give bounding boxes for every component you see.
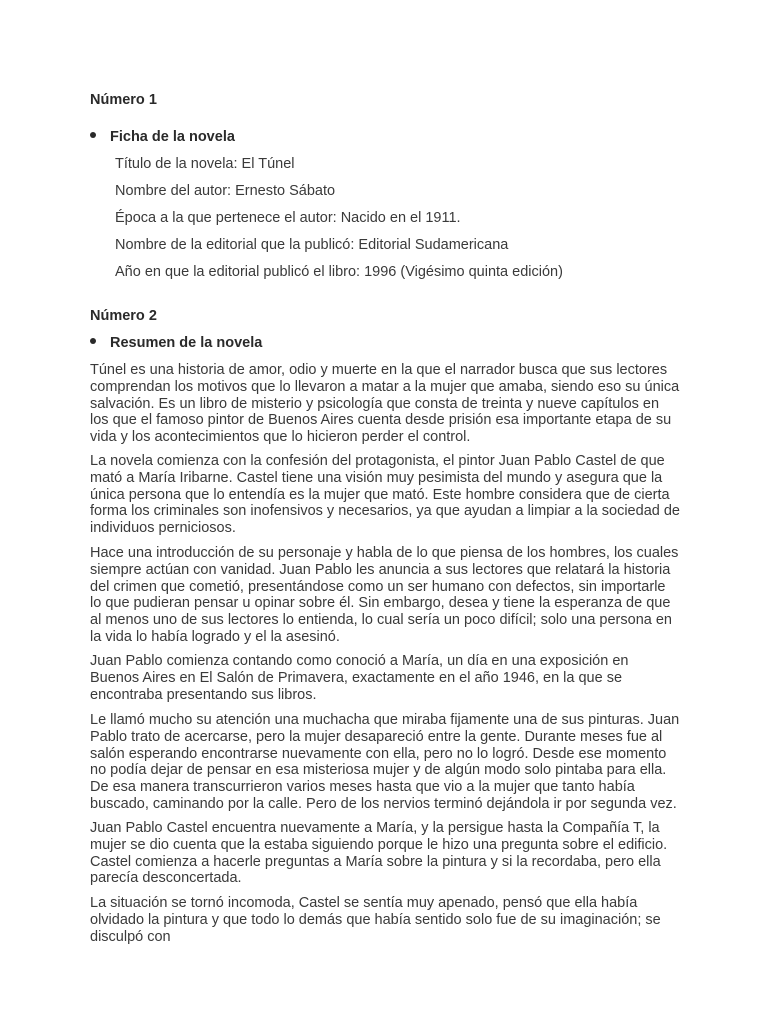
paragraph-2: La novela comienza con la confesión del protagonista, el pintor Juan Pablo Castel de que mató a María Iribarne. Castel tiene una visión muy pesimista del mundo y asegura que la única persona que lo entendía es la mujer que mató. Este hombre considera que de cierta forma los criminales son inofensivos y necesarios, ya que ayudan a limpiar a la sociedad de individuos perniciosos. [90, 453, 680, 537]
paragraph-1: Túnel es una historia de amor, odio y muerte en la que el narrador busca que sus lectores comprendan los motivos que lo llevaron a matar a la mujer que amaba, siendo eso su única salvación. Es un libro de misterio y psicología que consta de treinta y nueve capítulos en los que el famoso pintor de Buenos Aires cuenta desde prisión esa importante etapa de su vida y los acontecimientos que lo hicieron perder el control. [90, 362, 680, 446]
paragraph-4: Juan Pablo comienza contando como conoció a María, un día en una exposición en Buenos Aires en El Salón de Primavera, exactamente en el año 1946, en la que se encontraba presentando sus libros. [90, 653, 629, 703]
section-2-heading: Número 2 [90, 308, 157, 324]
bullet-icon [90, 132, 96, 138]
field-era: Época a la que pertenece el autor: Nacido en el 1911. [115, 210, 461, 226]
paragraph-6: Juan Pablo Castel encuentra nuevamente a María, y la persigue hasta la Compañía T, la mujer se dio cuenta que la estaba siguiendo porque le hizo una pregunta sobre el edificio. Castel comienza a hacerle preguntas a María sobre la pintura y si la recordaba, pero ella parecía desconcertada. [90, 820, 668, 887]
field-title: Título de la novela: El Túnel [115, 156, 295, 172]
section-1-heading: Número 1 [90, 92, 157, 108]
field-author: Nombre del autor: Ernesto Sábato [115, 183, 336, 199]
paragraph-7: La situación se tornó incomoda, Castel se sentía muy apenado, pensó que ella había olvidado la pintura y que todo lo demás que había sentido solo fue de su imaginación; se disculpó con [90, 895, 661, 945]
bullet-icon [90, 338, 96, 344]
section-1-bullet-label: Ficha de la novela [110, 129, 235, 145]
section-1-bullet [90, 129, 235, 146]
paragraph-5: Le llamó mucho su atención una muchacha que miraba fijamente una de sus pinturas. Juan Pablo trato de acercarse, pero la mujer desapareció entre la gente. Durante meses fue al salón esperando encontrarse nuevamente con ella, pero no lo logró. Desde ese momento no podía dejar de pensar en esa misteriosa mujer y de algún modo solo pintaba para ella. De esa manera transcurrieron varios meses hasta que vio a la mujer que tanto había buscado, caminando por la calle. Pero de los nervios terminó dejándola ir por segunda vez. [90, 712, 680, 812]
paragraph-3: Hace una introducción de su personaje y habla de lo que piensa de los hombres, los cuales siempre actúan con vanidad. Juan Pablo les anuncia a sus lectores que relatará la historia del crimen que cometió, presentándose como un ser humano con defectos, sin importarle lo que pudieran pensar u opinar sobre él. Sin embargo, desea y tiene la esperanza de que al menos uno de sus lectores lo entienda, lo cual sería un poco difícil; solo una persona en la vida lo había logrado y el la asesinó. [90, 545, 679, 645]
section-2-bullet [90, 335, 262, 352]
field-publisher: Nombre de la editorial que la publicó: Editorial Sudamericana [115, 237, 509, 253]
field-year: Año en que la editorial publicó el libro: 1996 (Vigésimo quinta edición) [115, 264, 563, 280]
section-2-bullet-label: Resumen de la novela [110, 335, 263, 351]
